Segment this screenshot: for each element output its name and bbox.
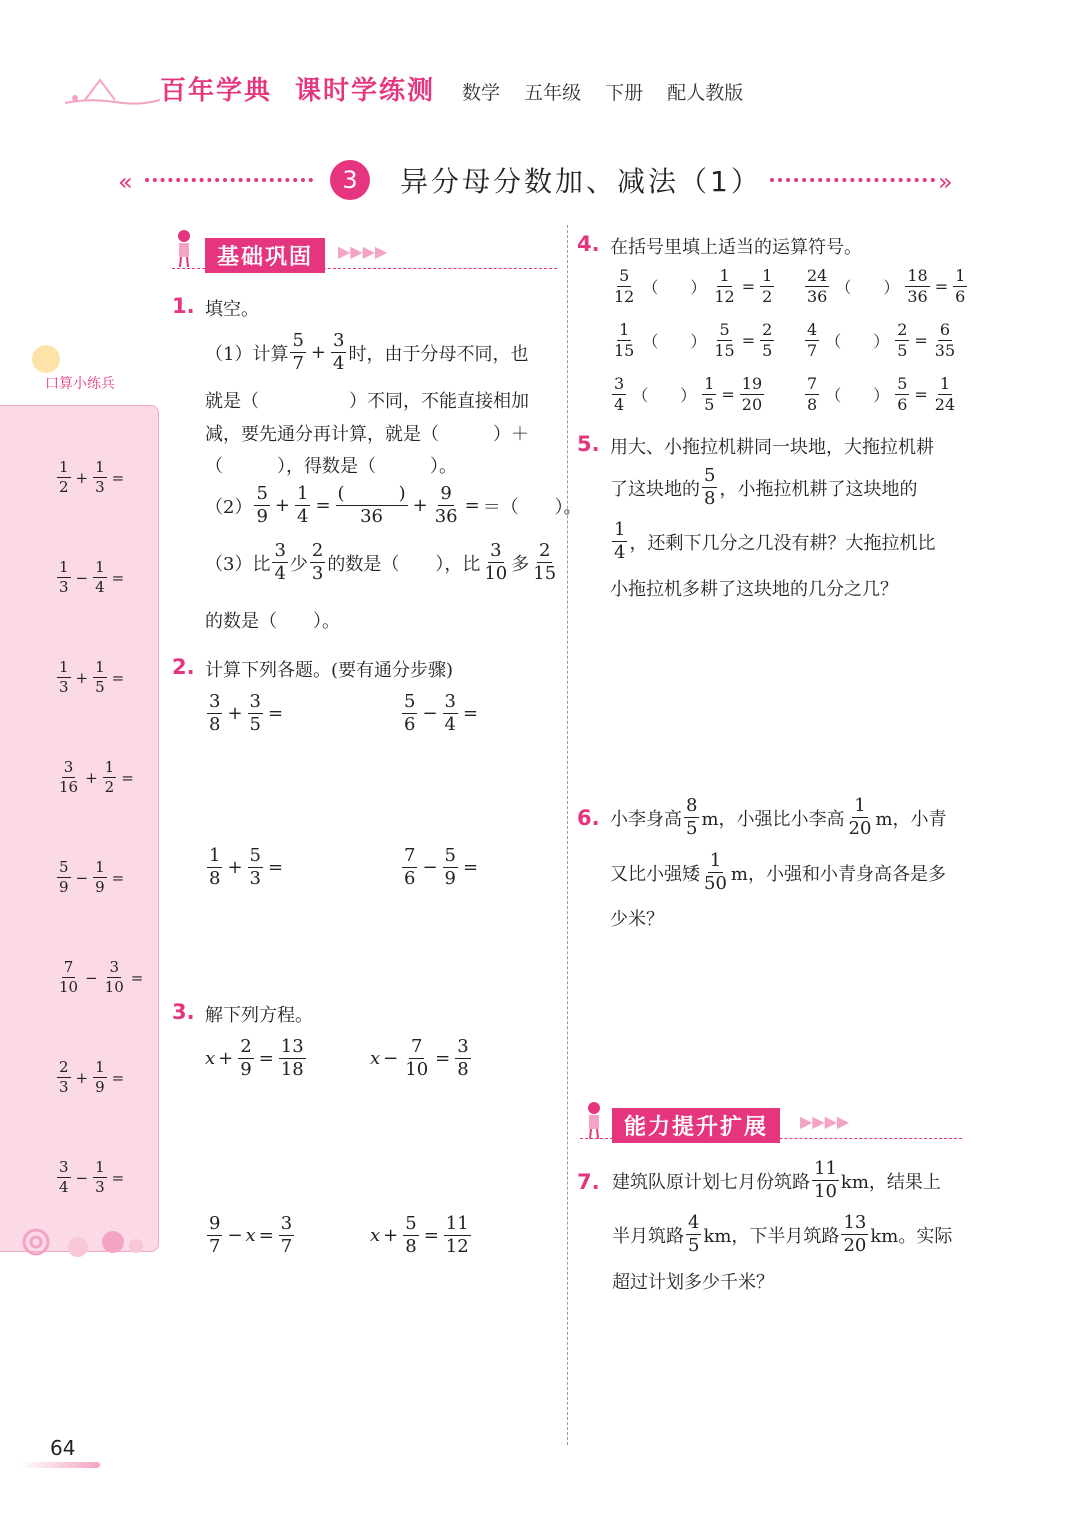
sidebar [0,405,159,1252]
q1-number: 1. [172,294,195,318]
q1-part1: （1）计算 5 7 + $\frac{3}{4}$ 时，由于分母不同，也 [205,330,529,374]
brand-subtitle: 课时学练测 [295,76,436,106]
q1-p3-line2: 的数是（ ）。 [205,611,340,632]
sidebar-exercise: 5 9 − $\frac{1}{9}$ = [59,858,125,896]
section-arrows-icon: ▶▶▶▶ [338,242,388,261]
grade: 五年级 [524,82,582,104]
fraction: 3 10 [484,540,508,584]
q5-number: 5. [577,432,600,456]
left-arrows-icon: « [118,168,133,196]
volume: 下册 [605,82,644,104]
q7-text: km，结果上 [840,1171,941,1193]
sidebar-exercise: 3 4 − $\frac{1}{3}$ = [59,1158,125,1196]
q7-text: km，下半月筑路 [703,1225,840,1247]
q7-text: 建筑队原计划七月份筑路 [612,1171,810,1193]
sidebar-exercise: 3 16 + $\frac{1}{2}$ = [59,758,134,796]
column-divider [567,225,568,1445]
q2-item-1: 3 8 + $\frac{3}{5}$ = [209,691,284,735]
q6-text: m，小强和小青身高各是多 [730,863,946,885]
q6-line2: 又比小强矮 1 50 m，小强和小青身高各是多 [610,850,946,894]
q3-item-4: x + $\frac{5}{8}$ = $\frac{11}{12}$ [370,1213,469,1257]
header-decoration [60,68,160,108]
q1-p1-line4: （ ），得数是（ ）。 [205,456,457,477]
q1-part3 [205,542,560,583]
q3-title: 解下列方程。 [205,1005,313,1026]
fraction: 3 4 [274,540,286,584]
q1-p1-line2: 就是（ ）不同，不能直接相加 [205,391,529,412]
q5-text: 了这块地的 [610,478,700,500]
q1-part2: （2） 5 9 + $\frac{1}{4}$ = ( ) 36 + $\frac{9}{36}$ = ＝（ ）。 [205,483,582,527]
q4-item: 24 36 （ ） $\frac{18}{36}$ = $\frac{1}{6}$ [807,266,966,306]
q3-item-1: x + $\frac{2}{9}$ = $\frac{13}{18}$ [205,1036,304,1080]
q6-text: 又比小强矮 [610,863,700,885]
q2-title: 计算下列各题。(要有通分步骤) [205,660,454,681]
title-dots-left [145,178,313,182]
q1-p3-text: 的数是（ ），比 [327,553,481,575]
q4-item: 1 15 （ ） $\frac{5}{15}$ = $\frac{2}{5}$ [614,320,773,360]
q2-item-4: 7 6 − $\frac{5}{9}$ = [404,845,479,889]
section-basic: 基础巩固 [205,238,325,273]
q6-number: 6. [577,806,600,830]
q4-item: 5 12 （ ） $\frac{1}{12}$ = $\frac{1}{2}$ [614,266,773,306]
q5-line4: 小拖拉机多耕了这块地的几分之几？ [610,579,898,600]
q1-p1-text: 时，由于分母不同，也 [348,343,529,365]
fraction: $\frac{1}{4}$ [297,483,309,527]
q2-item-3: 1 8 + $\frac{5}{3}$ = [209,845,284,889]
sidebar-exercise: 1 3 − $\frac{1}{4}$ = [59,558,125,596]
lesson-number: 3 [330,160,370,200]
q7-text: km。实际 [870,1225,953,1247]
q4-item: 7 8 （ ） $\frac{5}{6}$ = $\frac{1}{24}$ [807,374,956,414]
q7-text: 半月筑路 [612,1225,684,1247]
q5-text: ，还剩下几分之几没有耕？大拖拉机比 [629,532,936,554]
lesson-title: 异分母分数加、减法（1） [400,165,762,198]
q7-line1: 建筑队原计划七月份筑路 11 10 km，结果上 [612,1158,941,1202]
section-divider [580,1138,962,1139]
brand-title: 百年学典 [160,76,273,106]
q4-item: 3 4 （ ） $\frac{1}{5}$ = $\frac{19}{20}$ [614,374,763,414]
q1-p3-text: （3）比 [205,553,271,575]
q7-line2: 半月筑路 4 5 km，下半月筑路 13 20 km。实际 [612,1212,953,1256]
swirl-decoration-icon [18,1222,148,1262]
q7-number: 7. [577,1170,600,1194]
girl-icon [173,228,195,272]
q4-title: 在括号里填上适当的运算符号。 [610,237,862,258]
sidebar-exercise: 7 10 − $\frac{3}{10}$ = [59,958,144,996]
q1-title: 填空。 [205,299,259,320]
book-info [462,78,761,105]
sidebar-exercise: 1 2 + $\frac{1}{3}$ = [59,458,125,496]
sun-icon [32,345,60,373]
section-advanced: 能力提升扩展 [612,1108,780,1143]
q1-p1-text: （1）计算 [205,343,289,365]
q1-p2-text: ＝（ ）。 [482,496,582,518]
q3-item-2: x − $\frac{7}{10}$ = $\frac{3}{8}$ [370,1036,469,1080]
section-arrows-icon: ▶▶▶▶ [800,1112,850,1131]
q6-text: m，小强比小李高 [701,808,845,830]
q5-text: ，小拖拉机耕了这块地的 [719,478,918,500]
right-arrows-icon: » [938,168,953,196]
sidebar-exercise: 2 3 + $\frac{1}{9}$ = [59,1058,125,1096]
q1-p2-text: （2） [205,496,253,518]
q4-item: 4 7 （ ） $\frac{2}{5}$ = $\frac{6}{35}$ [807,320,956,360]
q4-number: 4. [577,232,600,256]
q1-p1-line3: 减，要先通分再计算，就是（ ）＋ [205,424,529,445]
sidebar-exercise: 1 3 + $\frac{1}{5}$ = [59,658,125,696]
q3-number: 3. [172,1000,195,1024]
fraction: $\frac{9}{36}$ [434,483,458,527]
fraction: 2 3 [311,540,324,584]
q3-item-3: 9 7 − x = $\frac{3}{7}$ [209,1213,293,1257]
q6-line1: 小李身高 8 5 m，小强比小李高 1 20 m，小青 [610,795,947,839]
sidebar-label: 口算小练兵 [45,376,115,392]
page-number: 64 [50,1436,76,1460]
fraction: ( ) 36 [337,483,406,527]
q1-p3-text: 少 [289,553,308,575]
q1-p3-text: 多 [511,553,530,575]
q6-text: 小李身高 [610,808,682,830]
title-dots-right [770,178,935,182]
q5-line1: 用大、小拖拉机耕同一块地，大拖拉机耕 [610,437,934,458]
q6-text: m，小青 [875,808,947,830]
edition: 配人教版 [667,82,744,104]
q5-line2: 了这块地的 5 8 ，小拖拉机耕了这块地的 [610,465,918,509]
section-divider [172,268,557,269]
fraction: 2 15 [533,540,557,584]
q2-number: 2. [172,655,195,679]
fraction: 5 9 [256,483,268,527]
fraction: 5 7 [292,330,304,374]
q6-line3: 少米？ [610,909,664,930]
q7-line3: 超过计划多少千米？ [612,1272,774,1293]
q2-item-2: 5 6 − $\frac{3}{4}$ = [404,691,479,735]
page-bar [20,1462,100,1468]
subject: 数学 [462,82,501,104]
fraction: $\frac{3}{4}$ [333,330,345,374]
q5-line3: 1 4 ，还剩下几分之几没有耕？大拖拉机比 [614,519,936,563]
